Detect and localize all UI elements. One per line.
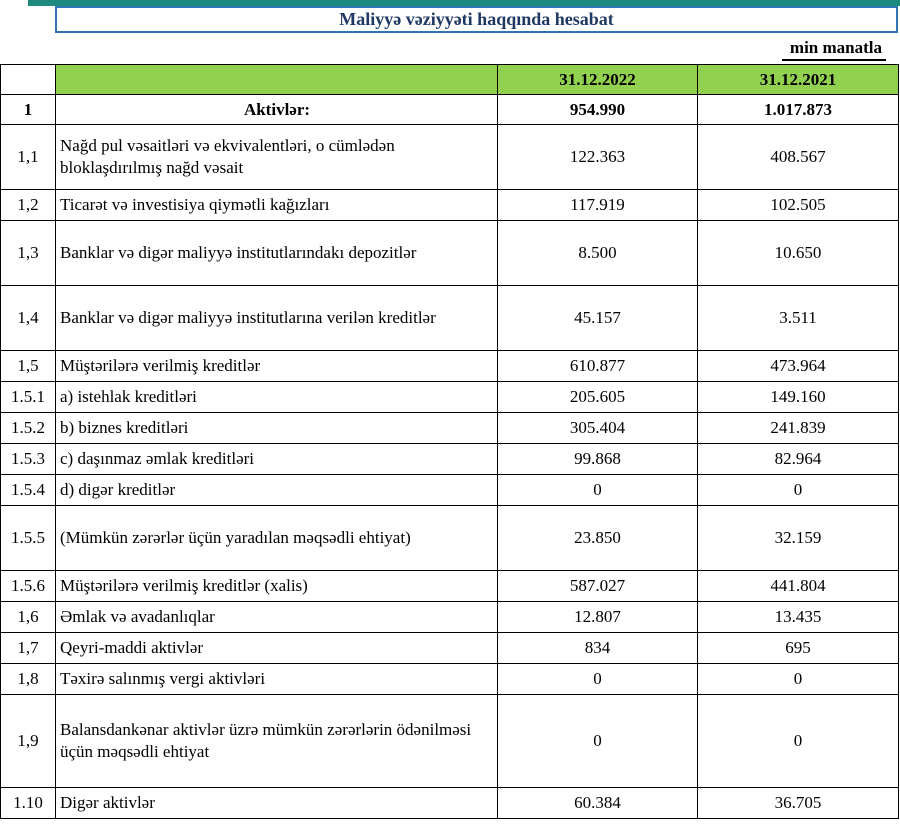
row-number-cell: 1,2: [1, 190, 56, 221]
table-row: [1, 571, 899, 602]
value-2022-cell: 122.363: [498, 125, 698, 190]
row-number-cell: 1,1: [1, 125, 56, 190]
value-2022-cell: 0: [498, 695, 698, 788]
row-number-cell: 1.5.3: [1, 444, 56, 475]
value-2021-cell: 13.435: [698, 602, 899, 633]
unit-note: min manatla: [782, 38, 886, 61]
row-label-cell: a) istehlak kreditləri: [56, 382, 498, 413]
row-label-cell: Nağd pul vəsaitləri və ekvivalentləri, o cümlədən bloklaşdırılmış nağd vəsait: [56, 125, 498, 190]
header-corner-cell: [1, 65, 56, 95]
value-2022-cell: 23.850: [498, 506, 698, 571]
row-label-cell: c) daşınmaz əmlak kreditləri: [56, 444, 498, 475]
value-2021-cell: 695: [698, 633, 899, 664]
value-2021-cell: 32.159: [698, 506, 899, 571]
header-date-2022: 31.12.2022: [498, 65, 698, 95]
row-label-cell: Aktivlər:: [56, 95, 498, 125]
value-2022-cell: 8.500: [498, 221, 698, 286]
table-row: [1, 221, 899, 286]
unit-note-row: [0, 33, 900, 64]
table-row: [1, 788, 899, 819]
table-row: [1, 382, 899, 413]
value-2022-cell: 205.605: [498, 382, 698, 413]
value-2021-cell: 149.160: [698, 382, 899, 413]
value-2021-cell: 3.511: [698, 286, 899, 351]
report-title: Maliyyə vəziyyəti haqqında hesabat: [55, 6, 898, 33]
value-2021-cell: 473.964: [698, 351, 899, 382]
row-label-cell: Müştərilərə verilmiş kreditlər (xalis): [56, 571, 498, 602]
row-number-cell: 1.5.1: [1, 382, 56, 413]
value-2021-cell: 0: [698, 475, 899, 506]
value-2021-cell: 36.705: [698, 788, 899, 819]
table-row: [1, 444, 899, 475]
row-label-cell: b) biznes kreditləri: [56, 413, 498, 444]
row-number-cell: 1,9: [1, 695, 56, 788]
row-label-cell: d) digər kreditlər: [56, 475, 498, 506]
row-label-cell: Banklar və digər maliyyə institutlarına verilən kreditlər: [56, 286, 498, 351]
row-label-cell: Təxirə salınmış vergi aktivləri: [56, 664, 498, 695]
table-row: [1, 664, 899, 695]
value-2022-cell: 0: [498, 475, 698, 506]
header-label-cell: [56, 65, 498, 95]
table-row: [1, 190, 899, 221]
row-number-cell: 1.10: [1, 788, 56, 819]
table-row: [1, 695, 899, 788]
row-number-cell: 1.5.5: [1, 506, 56, 571]
financial-table: [0, 64, 899, 819]
value-2022-cell: 0: [498, 664, 698, 695]
value-2022-cell: 954.990: [498, 95, 698, 125]
value-2021-cell: 0: [698, 695, 899, 788]
row-number-cell: 1,5: [1, 351, 56, 382]
row-number-cell: 1,3: [1, 221, 56, 286]
row-label-cell: (Mümkün zərərlər üçün yaradılan məqsədli ehtiyat): [56, 506, 498, 571]
value-2021-cell: 1.017.873: [698, 95, 899, 125]
value-2022-cell: 117.919: [498, 190, 698, 221]
row-label-cell: Digər aktivlər: [56, 788, 498, 819]
table-row: [1, 286, 899, 351]
row-number-cell: 1.5.4: [1, 475, 56, 506]
row-number-cell: 1.5.6: [1, 571, 56, 602]
value-2021-cell: 241.839: [698, 413, 899, 444]
row-label-cell: Ticarət və investisiya qiymətli kağızları: [56, 190, 498, 221]
value-2022-cell: 610.877: [498, 351, 698, 382]
value-2022-cell: 99.868: [498, 444, 698, 475]
table-row: [1, 475, 899, 506]
table-row: [1, 633, 899, 664]
row-number-cell: 1,6: [1, 602, 56, 633]
row-label-cell: Müştərilərə verilmiş kreditlər: [56, 351, 498, 382]
value-2021-cell: 408.567: [698, 125, 899, 190]
row-number-cell: 1,8: [1, 664, 56, 695]
value-2021-cell: 0: [698, 664, 899, 695]
row-label-cell: Banklar və digər maliyyə institutlarındakı depozitlər: [56, 221, 498, 286]
value-2022-cell: 834: [498, 633, 698, 664]
table-row: [1, 125, 899, 190]
value-2022-cell: 60.384: [498, 788, 698, 819]
value-2021-cell: 102.505: [698, 190, 899, 221]
table-header-row: [1, 65, 899, 95]
row-number-cell: 1,7: [1, 633, 56, 664]
row-number-cell: 1,4: [1, 286, 56, 351]
value-2022-cell: 587.027: [498, 571, 698, 602]
row-number-cell: 1.5.2: [1, 413, 56, 444]
table-row: [1, 506, 899, 571]
row-number-cell: 1: [1, 95, 56, 125]
value-2021-cell: 441.804: [698, 571, 899, 602]
value-2022-cell: 12.807: [498, 602, 698, 633]
value-2021-cell: 10.650: [698, 221, 899, 286]
value-2022-cell: 305.404: [498, 413, 698, 444]
row-label-cell: Qeyri-maddi aktivlər: [56, 633, 498, 664]
row-label-cell: Balansdankənar aktivlər üzrə mümkün zərərlərin ödənilməsi üçün məqsədli ehtiyat: [56, 695, 498, 788]
table-row: [1, 95, 899, 125]
table-row: [1, 351, 899, 382]
value-2021-cell: 82.964: [698, 444, 899, 475]
value-2022-cell: 45.157: [498, 286, 698, 351]
header-date-2021: 31.12.2021: [698, 65, 899, 95]
row-label-cell: Əmlak və avadanlıqlar: [56, 602, 498, 633]
table-row: [1, 413, 899, 444]
table-row: [1, 602, 899, 633]
